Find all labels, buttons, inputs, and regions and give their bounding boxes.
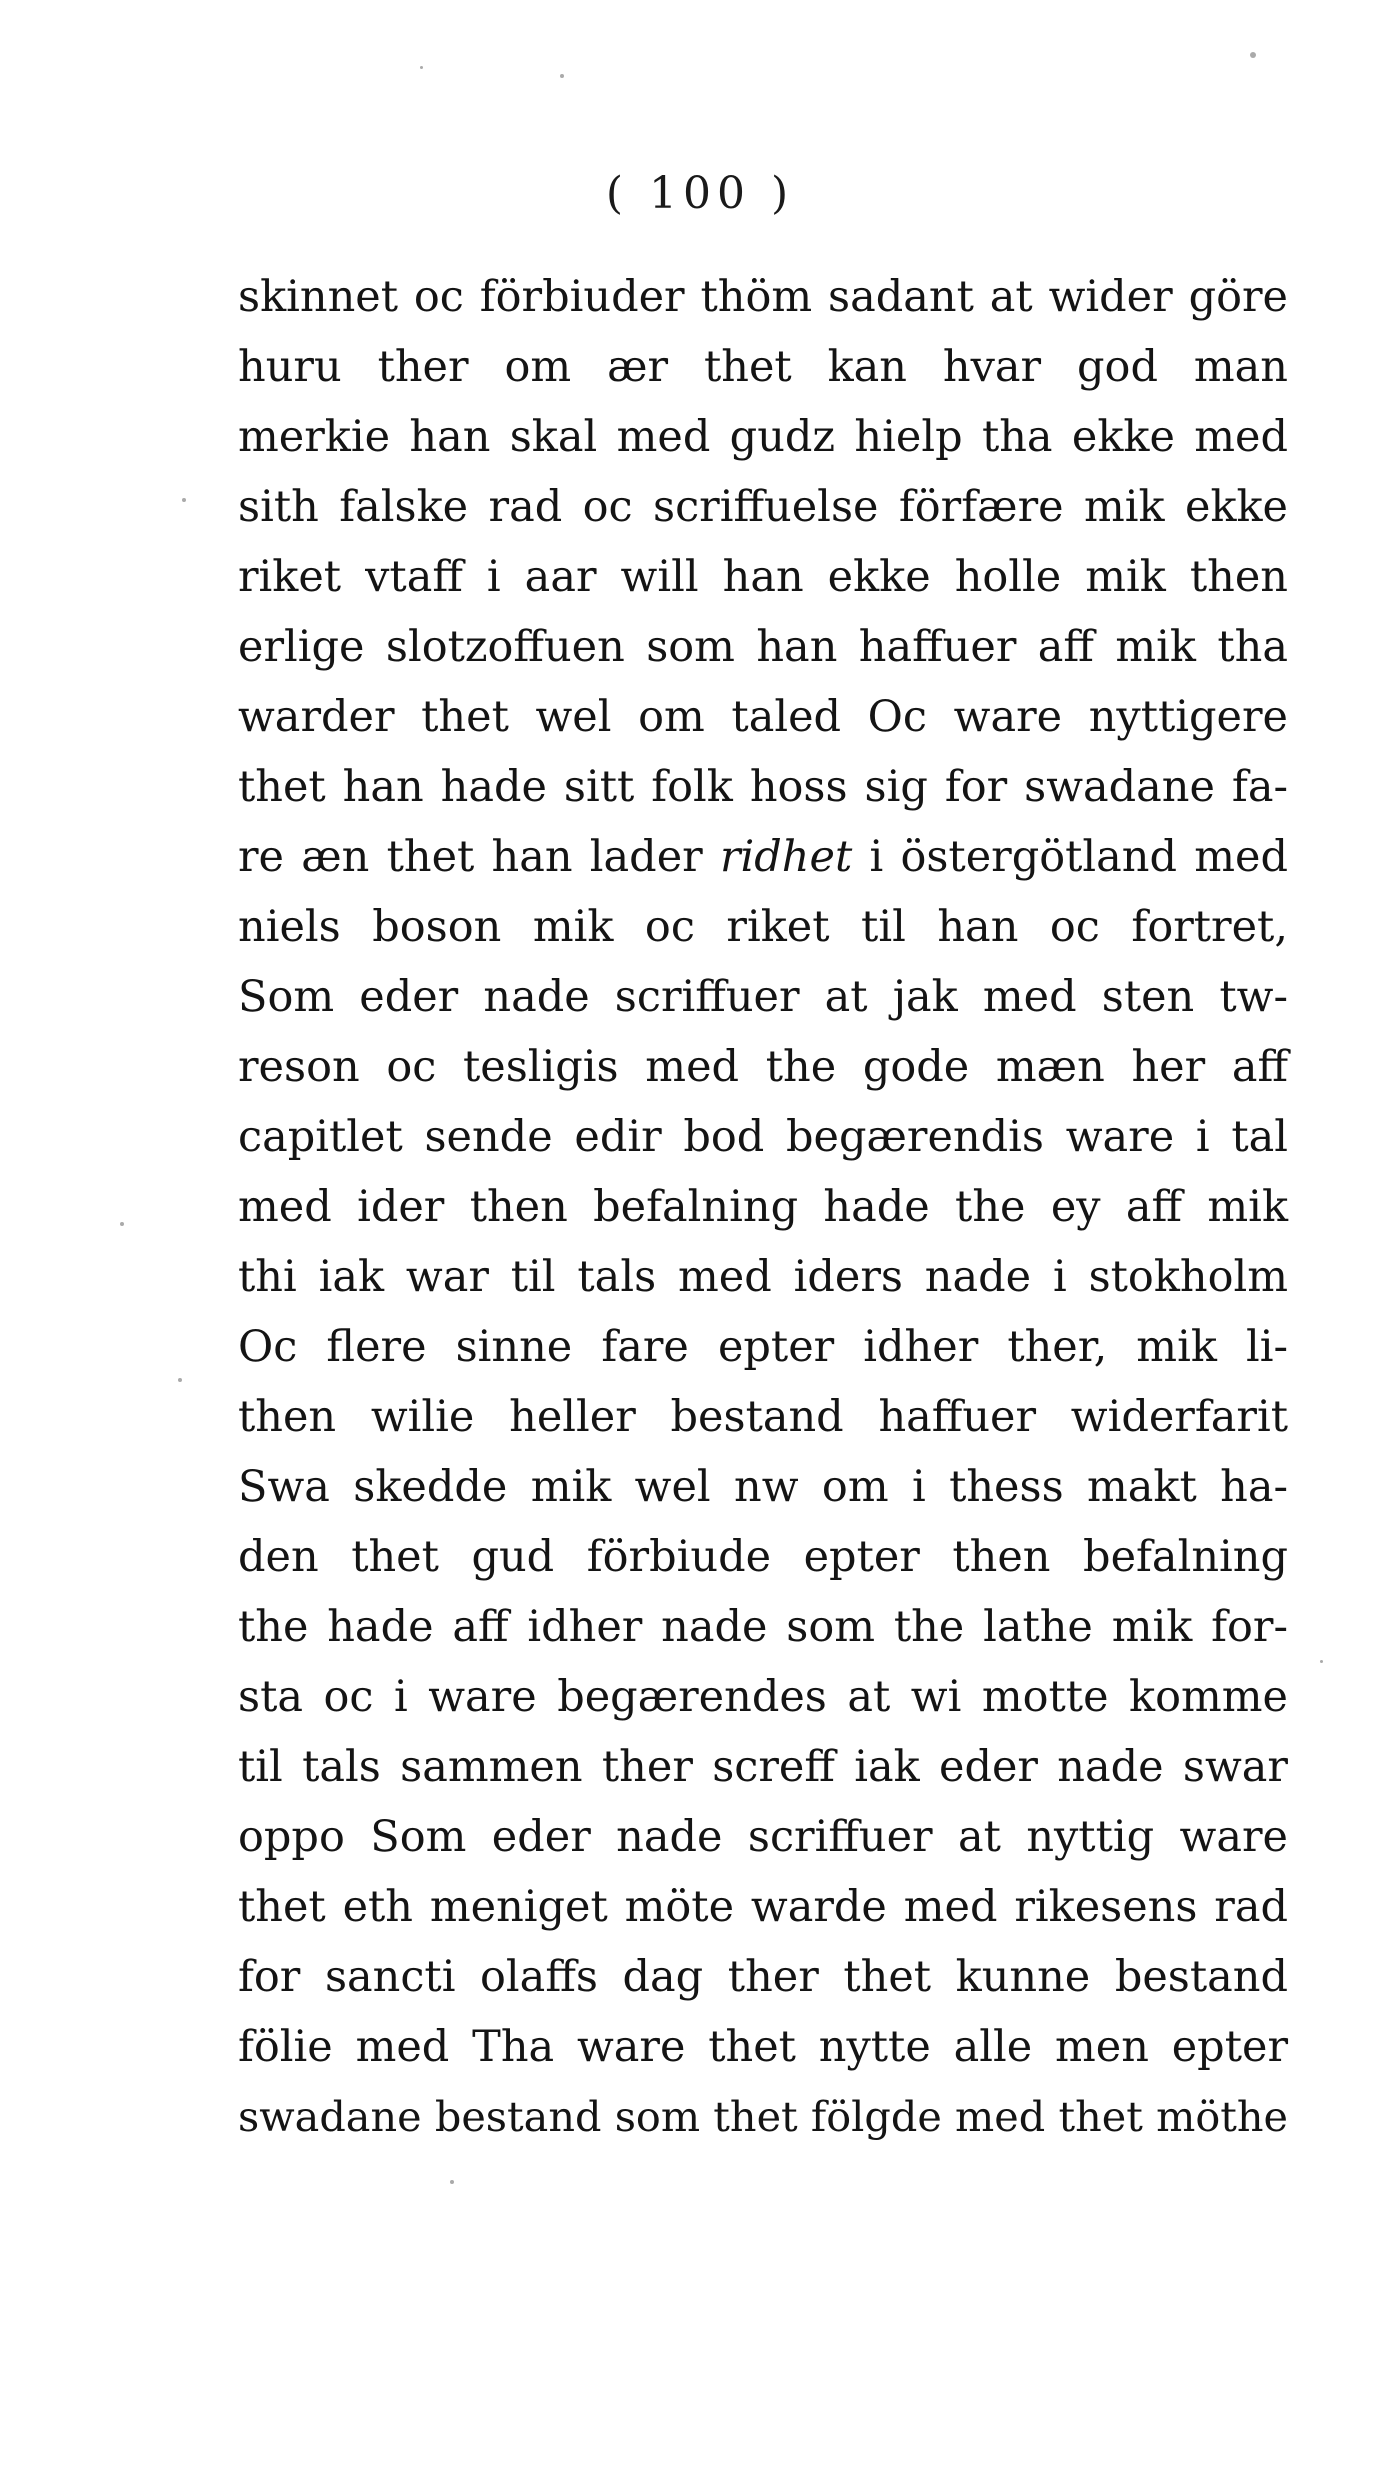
text-line: niels boson mik oc riket til han oc fortret, xyxy=(238,902,1288,952)
text-line: riket vtaff i aar will han ekke holle mik then xyxy=(238,552,1288,602)
text-line: Swa skedde mik wel nw om i thess makt ha- xyxy=(238,1462,1288,1512)
text-line: then wilie heller bestand haffuer widerfarit xyxy=(238,1392,1288,1442)
text-line: merkie han skal med gudz hielp tha ekke med xyxy=(238,412,1288,462)
paper-speck xyxy=(420,66,423,69)
paper-speck xyxy=(1320,1660,1323,1663)
text-segment: i östergötland med xyxy=(869,832,1289,882)
text-line: fölie med Tha ware thet nytte alle men epter xyxy=(238,2022,1288,2072)
text-line: reson oc tesligis med the gode mæn her aff xyxy=(238,1042,1288,1092)
text-line-with-italic xyxy=(238,822,1288,892)
text-line: den thet gud förbiude epter then befalning xyxy=(238,1532,1288,1582)
text-line: sith falske rad oc scriffuelse förfære mik ekke xyxy=(238,482,1288,532)
text-line: til tals sammen ther screff iak eder nade swar xyxy=(238,1742,1288,1792)
paper-speck xyxy=(178,1378,182,1382)
paper-speck xyxy=(450,2180,454,2184)
text-line: the hade aff idher nade som the lathe mik for- xyxy=(238,1602,1288,1652)
paper-speck xyxy=(560,74,564,78)
text-line: thi iak war til tals med iders nade i stokholm xyxy=(238,1252,1288,1302)
text-line: erlige slotzoffuen som han haffuer aff mik tha xyxy=(238,622,1288,672)
text-line: sta oc i ware begærendes at wi motte komme xyxy=(238,1672,1288,1722)
text-line: for sancti olaffs dag ther thet kunne bestand xyxy=(238,1952,1288,2002)
paper-speck xyxy=(120,1222,124,1226)
text-line: warder thet wel om taled Oc ware nyttigere xyxy=(238,692,1288,742)
text-line: thet eth meniget möte warde med rikesens rad xyxy=(238,1882,1288,1932)
text-line: huru ther om ær thet kan hvar god man xyxy=(238,342,1288,392)
text-line: skinnet oc förbiuder thöm sadant at wider göre xyxy=(238,272,1288,322)
text-line: Oc flere sinne fare epter idher ther, mik li- xyxy=(238,1322,1288,1372)
text-line: Som eder nade scriffuer at jak med sten tw- xyxy=(238,972,1288,1022)
text-line: oppo Som eder nade scriffuer at nyttig ware xyxy=(238,1812,1288,1862)
text-line: capitlet sende edir bod begærendis ware i tal xyxy=(238,1112,1288,1162)
paper-speck xyxy=(1250,52,1256,58)
text-line: med ider then befalning hade the ey aff mik xyxy=(238,1182,1288,1232)
paper-speck xyxy=(182,498,186,502)
page-number: ( 100 ) xyxy=(605,168,795,219)
text-line: thet han hade sitt folk hoss sig for swadane fa- xyxy=(238,762,1288,812)
text-line: swadane bestand som thet fölgde med thet möthe xyxy=(238,2093,1288,2141)
body-text xyxy=(238,262,1288,2152)
italic-word: ridhet xyxy=(719,832,853,882)
text-segment: re æn thet han lader xyxy=(238,832,703,882)
